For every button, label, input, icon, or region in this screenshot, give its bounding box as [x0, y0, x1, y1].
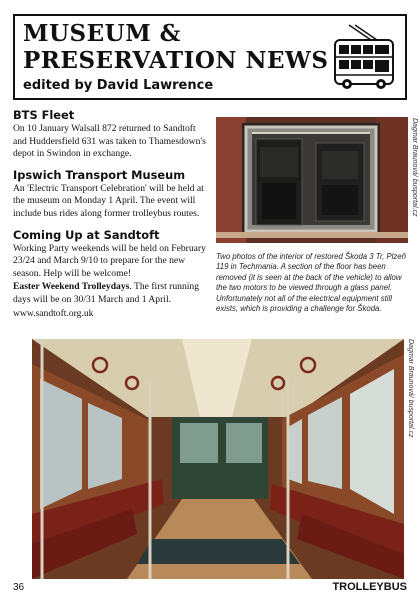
- page-number: 36: [13, 582, 25, 593]
- photo-motor-floor-panel: [216, 117, 408, 243]
- article-heading-sandtoft: Coming Up at Sandtoft: [13, 227, 160, 242]
- section-header: [13, 14, 407, 100]
- photo-trolleybus-interior: [32, 339, 404, 579]
- article-body-ipswich: An 'Electric Transport Celebration' will be held at the museum on Monday 1 April. The event will include bus rides along former trolleybus routes.: [13, 182, 204, 219]
- article-body-sandtoft: Working Party weekends will be held on February 23/24 and March 9/10 to prepare for the new season. Help will be welcome!: [13, 242, 206, 279]
- sandtoft-url[interactable]: www.sandtoft.org.uk: [13, 307, 94, 319]
- article-body-bts-fleet: On 10 January Walsall 872 returned to Sandtoft and Huddersfield 631 was taken to Thamesdown's depot in Swindon in exchange.: [13, 123, 206, 160]
- easter-lead: Easter Weekend Trolleydays: [13, 281, 130, 293]
- photo1-credit: Dagmar Braunová/ busportal.cz: [411, 118, 418, 217]
- photo2-credit: Dagmar Braunová/ busportal.cz: [407, 339, 414, 438]
- article-heading-ipswich: Ipswich Transport Museum: [13, 167, 186, 182]
- trolleybus-icon: [331, 22, 397, 92]
- photo-caption: Two photos of the interior of restored Škoda 3 Tr, Plzeň 119 in Techmania. A section of the floor has been removed (it is seen at the back of the vehicle) to allow the two motors to be viewed through a glass panel. Unfortunately not all of the electrical equipment still exists, which is providing a challenge for Škoda.: [216, 252, 406, 314]
- article-column: [13, 108, 209, 319]
- section-title: MUSEUM & PRESERVATION NEWS: [23, 20, 329, 74]
- section-editor: edited by David Lawrence: [23, 78, 214, 93]
- easter-text: . The first running days will be on 30/31 March and 1 April.: [13, 281, 200, 305]
- article-heading-bts-fleet: BTS Fleet: [13, 108, 75, 122]
- article-body-easter: [13, 281, 209, 306]
- magazine-name: TROLLEYBUS: [332, 581, 407, 593]
